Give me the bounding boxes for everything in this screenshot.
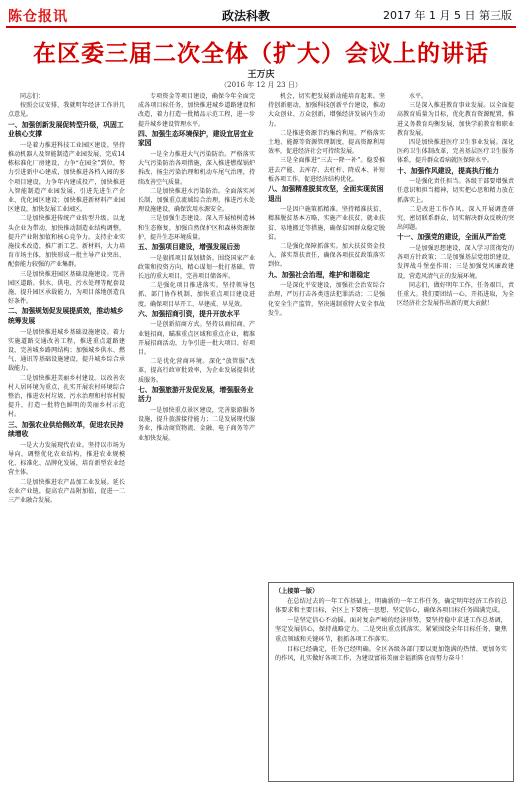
body-paragraph: 二是加快推进农产品加工业发展。延长农业产业链，提高农产品附加值，促进一二三产业融合发展。 (8, 478, 125, 505)
body-paragraph: 二是改进工作作风。深入开展调查研究，密切联系群众，切实解决群众反映的突出问题。 (397, 205, 514, 232)
body-paragraph: 二是加快推进美丽乡村建设。以改善农村人居环境为重点，扎实开展农村环境综合整治，推进农村垃圾、污水治理和村容村貌提升，打造一批特色鲜明的美丽乡村示范村。 (8, 374, 125, 419)
paper-name: 陈仓报讯 (8, 9, 68, 25)
section-name: 政法科教 (222, 9, 271, 23)
body-paragraph: 一是创新招商方式。坚持以商招商、产业链招商，瞄准重点区域和重点企业，精准开展招商活动，力争引进一批大项目、好项目。 (138, 321, 255, 357)
body-paragraph: 一是加快重点景区建设，完善旅游服务设施，提升旅游接待能力；二是发展现代服务业，推动商贸物流、金融、电子商务等产业加快发展。 (138, 407, 255, 442)
body-paragraph: 二是加快推进传统产业转型升级。以龙头企业为带动，加快推动制造业结构调整，提升产业附加值和核心竞争力。支持企业实施技术改造，推广新工艺、新材料，大力培育市场主体，加快形成一批主导产业突出、配套能力较强的产业集群。 (8, 215, 125, 269)
masthead (0, 0, 522, 27)
body-paragraph: 三是加强生态建设。深入开展植树造林和生态修复，加强自然保护区和森林资源保护，提升生态环境质量。 (138, 215, 255, 241)
body-paragraph: 二是强化项目推进落实。坚持领导包抓、部门协作机制，加快重点项目建设进度，确保项目早开工、早建成、早见效。 (138, 282, 255, 308)
column-1 (8, 92, 125, 792)
body-paragraph: 二是优化营商环境。深化“放管服”改革，提高行政审批效率，为企业发展提供优质服务。 (138, 358, 255, 384)
body-paragraph: 专项资金等项目建设，确保今年全面完成各项目标任务，加快推进城乡道路建设和改造，着力打造一批精品示范工程，进一步提升城乡建设管理水平。 (138, 93, 255, 128)
body-paragraph: 一是加强思想建设，深入学习贯彻党的各项方针政策；二是加强基层党组织建设，发挥战斗堡垒作用；三是加强党风廉政建设，营造风清气正的发展环境。 (397, 245, 514, 280)
section-heading: 五、加强项目建设，增强发展后劲 (138, 243, 240, 252)
section-heading: 九、加强社会治理，维护和谐稳定 (268, 270, 370, 279)
editor-note-body (275, 597, 507, 664)
body-paragraph: 二是推进资源节约集约利用。严格落实土地、能源等资源管理制度，提高资源利用效率，促进经济社会可持续发展。 (268, 129, 385, 156)
article-date: （2016 年 12 月 23 日） (220, 81, 302, 89)
date-page: 2017 年 1 月 5 日 第三版 (383, 9, 512, 22)
body-paragraph: 三是全面推进“三去一降一补”。稳妥推进去产能、去库存、去杠杆、降成本、补短板各项工作，促进经济结构优化。 (268, 157, 385, 183)
body-paragraph: 四是加快推进医疗卫生事业发展。深化医药卫生体制改革，完善基层医疗卫生服务体系，提升群众看病就医保障水平。 (397, 139, 514, 165)
body-paragraph: 二是强化保障抓落实。加大扶贫资金投入，落实帮扶责任，确保各项扶贫政策落实到位。 (268, 243, 385, 269)
body-paragraph: 一是大力发展现代农业。坚持以市场为导向，调整优化农业结构，推进农业规模化、标准化、品牌化发展，培育新型农业经营主体。 (8, 441, 125, 477)
section-heading: 十、加强作风建设，提高执行能力 (397, 166, 499, 175)
column-3 (268, 92, 385, 452)
editor-note-label: （上接第一版） (275, 588, 319, 595)
body-paragraph: 一是强化责任担当。各级干部要增强责任意识和担当精神，切实把心思和精力放在抓落实上。 (397, 178, 514, 204)
body-paragraph: 同志们： (20, 93, 45, 100)
section-heading: 八、加强精准脱贫攻坚，全面实现贫困退出 (268, 185, 384, 203)
body-paragraph: 三是加快推进园区基础设施建设。完善园区道路、供水、供电、污水处理等配套设施，提升园区承载能力，为项目落地创造良好条件。 (8, 270, 125, 306)
body-paragraph: 机会，切实把发展新动能培育起来。坚持创新驱动，加强科技创新平台建设，推动大众创业、万众创新，增强经济发展内生动力。 (268, 93, 385, 128)
section-heading: 一、加强创新发展促转型升级，巩固工业核心支撑 (8, 120, 124, 139)
section-heading: 七、加强旅游开发促发展，增强服务业活力 (138, 385, 254, 404)
body-paragraph: 一是狠抓项目谋划储备。围绕国家产业政策和投资方向，精心谋划一批打基础、管长远的重大项目，完善项目储备库。 (138, 254, 255, 281)
section-heading: 四、加强生态环境保护，建设宜居宜业家园 (138, 129, 254, 148)
section-heading: 十一、加强党的建设，全面从严治党 (397, 233, 506, 242)
editor-note-paragraph: 目标已经确定，任务已经明确。全区各级各部门要以更加饱满的热情、更加务实的作风，扎实做好各项工作，为建设富裕美丽幸福新陈仓而努力奋斗！ (275, 645, 507, 663)
column-4 (397, 92, 514, 452)
body-paragraph: 一是因户施策抓精准。坚持精准扶贫、精准脱贫基本方略，实施产业扶贫、就业扶贫、易地搬迁等措施，确保贫困群众稳定脱贫。 (268, 206, 385, 241)
body-paragraph: 二是加快推进水污染防治。全面落实河长制，加强重点流域综合治理，推进污水处理设施建设，确保饮用水源安全。 (138, 187, 255, 214)
section-heading: 二、加强规划促发展提质效，推动城乡统筹发展 (8, 307, 124, 326)
masthead-rule (6, 26, 516, 28)
body-paragraph: 一是着力推进科技工业园区建设。坚持推动机器人及智能制造产业园发展，完成14栋标准化厂房建设，力争“在园全”到位，努力引进新中心建成，加快推进各档入园的多个项目建设，力争年内建成投产，加快推进入智能制造产业园发展，引进先进生产企业，优化园区建设；加快推进新材料产业园区建设，加快发展工业园区。 (8, 141, 125, 214)
section-heading: 六、加强招商引资，提升开放水平 (138, 309, 240, 318)
editor-note-paragraph: 在总结过去的一年工作基础上，明确新的一年工作任务，确定明年经济工作的总体要求和主要目标，全区上下要统一思想、坚定信心，确保各项目标任务圆满完成。 (275, 597, 507, 615)
column-2 (138, 92, 255, 792)
body-paragraph: 一是加快推进城乡基础设施建设。着力实施道路交通改善工程，推进重点道路建设，完善城乡路网结构；加强城乡供水、燃气、通讯等基础设施建设，提升城乡综合承载能力。 (8, 328, 125, 373)
body-paragraph: 同志们，做好明年工作，任务艰巨，责任重大。我们要团结一心，开拓进取，为全区经济社会发展作出新的更大贡献！ (397, 281, 514, 308)
section-heading: 三、加强农业供给侧改革，促进农民持续增收 (8, 420, 124, 439)
body-paragraph: 三是深入推进教育事业发展。以全面提高教育质量为目标，优化教育资源配置，推进义务教育均衡发展，加快学前教育和职业教育发展。 (397, 102, 514, 137)
body-paragraph: 一是深化平安建设，加强社会治安综合治理，严厉打击各类违法犯罪活动；二是强化安全生产监管，坚决遏制重特大安全事故发生。 (268, 282, 385, 317)
body-paragraph: 按照会议安排，我就明年经济工作讲几点意见。 (8, 102, 125, 119)
editor-note-paragraph: 一是坚定信心不动摇。面对复杂严峻的经济形势，要坚持稳中求进工作总基调，坚定发展信心，保持战略定力。二是突出重点抓落实。紧紧围绕全年目标任务，聚焦重点领域和关键环节，狠抓各项工作落实。 (275, 616, 507, 643)
editor-note-box (268, 582, 514, 782)
article-body (8, 92, 514, 792)
article-author: 王万庆 (247, 70, 275, 80)
article-title: 在区委三届二次全体（扩大）会议上的讲话 (33, 41, 489, 67)
body-paragraph: 水平。 (409, 93, 428, 100)
body-paragraph: 一是全力推进大气污染防治。严格落实大气污染防治各项措施，深入推进燃煤锅炉拆改、扬尘污染治理和机动车尾气治理，持续改善空气质量。 (138, 151, 255, 186)
